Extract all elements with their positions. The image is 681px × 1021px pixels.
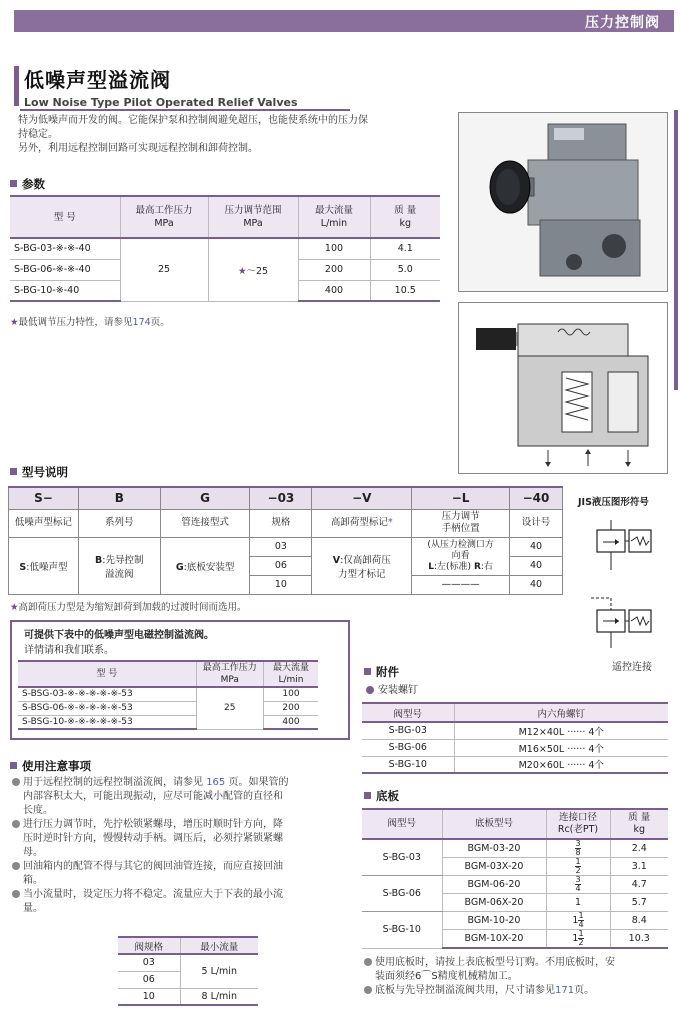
valve-section-drawing (458, 302, 668, 474)
text-cell: BGM-06-20 (442, 876, 546, 894)
table-row (10, 238, 440, 259)
page-subtitle: Low Noise Type Pilot Operated Relief Valves (24, 96, 298, 109)
text-cell: 进行压力调节时，先拧松锁紧螺母，增压时顺时针方向，降 (23, 819, 283, 830)
text-cell: L/min (320, 218, 348, 229)
text-cell: 最大流量 (273, 663, 310, 673)
text-cell: 高卸荷型标记 (330, 517, 388, 528)
text-cell: 压力调节 (441, 511, 480, 522)
text-cell: 3 (575, 875, 581, 884)
text-cell: Rc(老PT) (557, 824, 599, 835)
table-row (18, 715, 318, 729)
text-cell: 参数 (22, 177, 45, 191)
model-code-note (10, 599, 247, 613)
text-cell: ～25 (246, 265, 269, 277)
intro-text (18, 114, 448, 156)
page-ref[interactable]: 165 (206, 777, 226, 788)
text-cell: 1 (578, 911, 584, 920)
text-cell: S (19, 561, 27, 573)
text-cell: 4.7 (610, 876, 668, 894)
text-cell: BGM-06X-20 (442, 894, 546, 912)
solenoid-table (18, 660, 318, 730)
text-cell: 4 (578, 920, 584, 929)
solenoid-title: 可提供下表中的低噪声型电磁控制溢流阀。 (24, 630, 214, 641)
model-code-table (8, 486, 563, 595)
text-cell: 5 L/min (180, 954, 258, 988)
text-cell: 连接口径 (558, 812, 597, 823)
table-row (18, 687, 318, 701)
text-cell: −03 (250, 487, 312, 509)
text-cell: 200 (298, 259, 370, 280)
text-cell: 质 量 (394, 205, 417, 216)
text-cell: :左(标准) (434, 561, 472, 572)
bolts-subheading (366, 681, 418, 696)
text-cell: 8 (575, 848, 581, 857)
base-notes (364, 956, 674, 998)
text-cell: :仅高卸荷压 (340, 554, 391, 566)
text-cell: 10.3 (610, 930, 668, 949)
text-cell: 100 (298, 238, 370, 259)
text-cell: 100 (264, 687, 318, 701)
text-cell: 25 (196, 687, 263, 729)
text-cell: 用于远程控制的远程控制溢流阀，请参见 (23, 777, 207, 788)
params-note (10, 314, 170, 328)
text-cell: 安装螺钉 (378, 685, 418, 696)
text-cell: S-BSG-03-※-※-※-※-※-53 (18, 687, 196, 701)
category-title: 压力控制阀 (585, 15, 660, 31)
jis-title: JIS液压图形符号 (578, 497, 649, 508)
text-cell: 25 (120, 238, 208, 301)
text-cell: 压力调节范围 (224, 205, 282, 216)
text-cell: 最小流量 (180, 937, 258, 954)
usage-notes (12, 776, 342, 916)
text-cell: 另外，利用远程控制回路可实现远程控制和卸荷控制。 (18, 143, 258, 154)
text-cell: 03 (250, 537, 312, 556)
text-cell: −40 (510, 487, 563, 509)
text-cell: 06 (250, 556, 312, 575)
text-cell: 内六角螺钉 (454, 703, 668, 722)
text-cell: 1 (572, 933, 579, 944)
min-flow-table (118, 936, 258, 1006)
table-row (362, 876, 668, 894)
text-cell: L (428, 561, 434, 572)
page-title: 低噪声型溢流阀 (24, 68, 171, 92)
text-cell: M12×40L ······ 4个 (454, 722, 668, 739)
text-cell: kg (399, 218, 412, 229)
text-cell: 页。 (150, 317, 170, 328)
col-flow (298, 196, 370, 238)
text-cell: 当小流量时，设定压力将不稳定。流量应大于下表的最小流 (23, 889, 283, 900)
text-cell: 200 (264, 701, 318, 715)
base-heading (364, 788, 399, 804)
text-cell: BGM-03X-20 (442, 858, 546, 876)
col-model: 型 号 (10, 196, 120, 238)
text-cell: 特为低噪声而开发的阀。它能保护泵和控制阀避免超压，也能使系统中的压力保 (18, 115, 368, 126)
params-heading (10, 176, 45, 192)
valve-photo (458, 112, 668, 292)
text-cell: R (473, 561, 481, 572)
text-cell: 溢流阀 (105, 568, 134, 580)
text-cell: 系列号 (78, 509, 160, 537)
text-cell: 手柄位置 (441, 523, 480, 534)
model-code-heading (10, 464, 68, 480)
usage-heading (10, 758, 91, 774)
text-cell: S-BG-03 (362, 839, 442, 876)
jis-remote-label: 遥控连接 (612, 662, 652, 673)
table-row (362, 839, 668, 858)
text-cell: 持稳定。 (18, 129, 58, 140)
text-cell: 1 (574, 897, 582, 908)
table-row (362, 912, 668, 930)
text-cell: B (78, 487, 160, 509)
text-cell: 量。 (23, 903, 43, 914)
text-cell: 附件 (376, 665, 399, 679)
text-cell: 型号说明 (22, 465, 68, 479)
table-row (118, 988, 258, 1005)
table-row (362, 722, 668, 739)
text-cell: M20×60L ······ 4个 (454, 756, 668, 773)
text-cell: ★ (10, 602, 19, 613)
text-cell: 4 (575, 884, 581, 893)
bolts-table (362, 702, 668, 774)
text-cell: 3 (575, 839, 581, 848)
text-cell: S-BSG-06-※-※-※-※-※-53 (18, 701, 196, 715)
text-cell: 管连接型式 (160, 509, 250, 537)
page-ref[interactable]: 171 (555, 985, 575, 996)
text-cell: 规格 (250, 509, 312, 537)
text-cell: 回油箱内的配管不得与其它的阀回油管连接，而应直接回油 (23, 861, 283, 872)
text-cell: MPa (243, 218, 263, 229)
text-cell: (从压力检测口方 (427, 539, 494, 550)
category-banner (14, 10, 674, 32)
text-cell: ———— (412, 575, 510, 594)
text-cell: MPa (154, 218, 174, 229)
text-cell: MPa (220, 675, 239, 685)
text-cell: S-BG-10 (362, 756, 454, 773)
text-cell: :底板安装型 (183, 561, 235, 573)
text-cell: 质 量 (628, 812, 651, 823)
title-rule (20, 109, 350, 111)
text-cell: 10.5 (370, 280, 440, 301)
text-cell: 3.1 (610, 858, 668, 876)
text-cell: 1 (575, 857, 581, 866)
text-cell: 装面须经6⌒S精度机械精加工。 (375, 971, 518, 982)
text-cell: 8.4 (610, 912, 668, 930)
text-cell: 4.1 (370, 238, 440, 259)
text-cell: −V (312, 487, 412, 509)
text-cell: 使用注意事项 (22, 759, 91, 773)
text-cell: 力型才标记 (338, 568, 386, 580)
table-row (362, 756, 668, 773)
text-cell: 2 (575, 866, 581, 875)
side-accent (674, 110, 678, 390)
text-cell: L/min (278, 675, 304, 685)
text-cell: S-BG-10-※-40 (10, 280, 120, 301)
text-cell: 最高工作压力 (135, 205, 193, 216)
text-cell: 03 (118, 954, 180, 971)
params-table (10, 195, 440, 302)
text-cell: 400 (264, 715, 318, 729)
text-cell: 压时逆时针方向，慢慢转动手柄。调压后，必须拧紧锁紧螺 (23, 833, 283, 844)
page-ref[interactable]: 174 (132, 317, 151, 328)
table-row (18, 701, 318, 715)
text-cell: 底板与先导控制溢流阀共用，尺寸请参见 (375, 985, 555, 996)
text-cell: BGM-10X-20 (442, 930, 546, 949)
text-cell: 高卸荷压力型是为缩短卸荷到加载的过渡时间而选用。 (18, 602, 247, 613)
text-cell: G (160, 487, 250, 509)
text-cell: 阀型号 (362, 809, 442, 839)
text-cell: 设计号 (510, 509, 563, 537)
text-cell: * (387, 517, 393, 528)
text-cell: 内部容积太大，可能出现振动，应尽可能减小配管的直径和 (23, 791, 283, 802)
text-cell: :先导控制 (102, 554, 144, 566)
text-cell: BGM-10-20 (442, 912, 546, 930)
text-cell: 40 (510, 556, 563, 575)
jis-symbol-2 (585, 590, 665, 660)
text-cell: 箱。 (23, 875, 43, 886)
text-cell: 最大流量 (314, 205, 353, 216)
text-cell: S− (9, 487, 79, 509)
text-cell: S-BG-03-※-※-40 (10, 238, 120, 259)
text-cell: :低噪声型 (26, 561, 68, 573)
col-pressure (120, 196, 208, 238)
text-cell: 底板 (376, 789, 399, 803)
text-cell: S-BG-03 (362, 722, 454, 739)
text-cell: 使用底板时，请按上表底板型号订购。不用底板时，安 (375, 957, 615, 968)
text-cell: 底板型号 (442, 809, 546, 839)
text-cell: 向看 (451, 550, 470, 561)
text-cell: :右 (480, 561, 493, 572)
text-cell: S-BG-10 (362, 912, 442, 949)
text-cell: 1 (572, 915, 579, 926)
jis-symbol-1 (585, 512, 665, 582)
text-cell: 页。如果管的 (225, 777, 289, 788)
text-cell: S-BG-06 (362, 876, 442, 912)
base-plate-table (362, 808, 668, 949)
text-cell: 40 (510, 575, 563, 594)
text-cell: M16×50L ······ 4个 (454, 739, 668, 756)
accessories-heading (364, 664, 399, 680)
text-cell: 400 (298, 280, 370, 301)
text-cell: S-BG-06 (362, 739, 454, 756)
text-cell: 母。 (23, 847, 43, 858)
text-cell: 2 (578, 938, 584, 947)
text-cell: 1 (578, 929, 584, 938)
text-cell: BGM-03-20 (442, 839, 546, 858)
text-cell: ★ (237, 265, 247, 277)
text-cell: 阀型号 (362, 703, 454, 722)
text-cell: 低噪声型标记 (9, 509, 79, 537)
text-cell: S-BSG-10-※-※-※-※-※-53 (18, 715, 196, 729)
text-cell: ★ (10, 317, 19, 328)
text-cell: 5.0 (370, 259, 440, 280)
text-cell: 10 (250, 575, 312, 594)
text-cell: S-BG-06-※-※-40 (10, 259, 120, 280)
text-cell: B (95, 554, 103, 566)
text-cell: 5.7 (610, 894, 668, 912)
text-cell: kg (633, 824, 646, 835)
text-cell: 最低调节压力特性，请参见 (18, 317, 133, 328)
text-cell: 06 (118, 971, 180, 988)
table-row (118, 954, 258, 971)
col-range (208, 196, 298, 238)
text-cell: 10 (118, 988, 180, 1005)
table-row (362, 739, 668, 756)
text-cell: 40 (510, 537, 563, 556)
text-cell: 最高工作压力 (202, 663, 257, 673)
text-cell: 8 L/min (180, 988, 258, 1005)
text-cell: 型 号 (18, 661, 196, 687)
text-cell: 2.4 (610, 839, 668, 858)
text-cell: 长度。 (23, 805, 53, 816)
text-cell: −L (412, 487, 510, 509)
title-accent-bar (14, 66, 19, 106)
text-cell: G (175, 561, 184, 573)
text-cell: V (332, 554, 341, 566)
col-mass (370, 196, 440, 238)
solenoid-subtitle: 详情请和我们联系。 (24, 645, 114, 656)
text-cell: 页。 (574, 985, 595, 996)
text-cell: 阀规格 (118, 937, 180, 954)
